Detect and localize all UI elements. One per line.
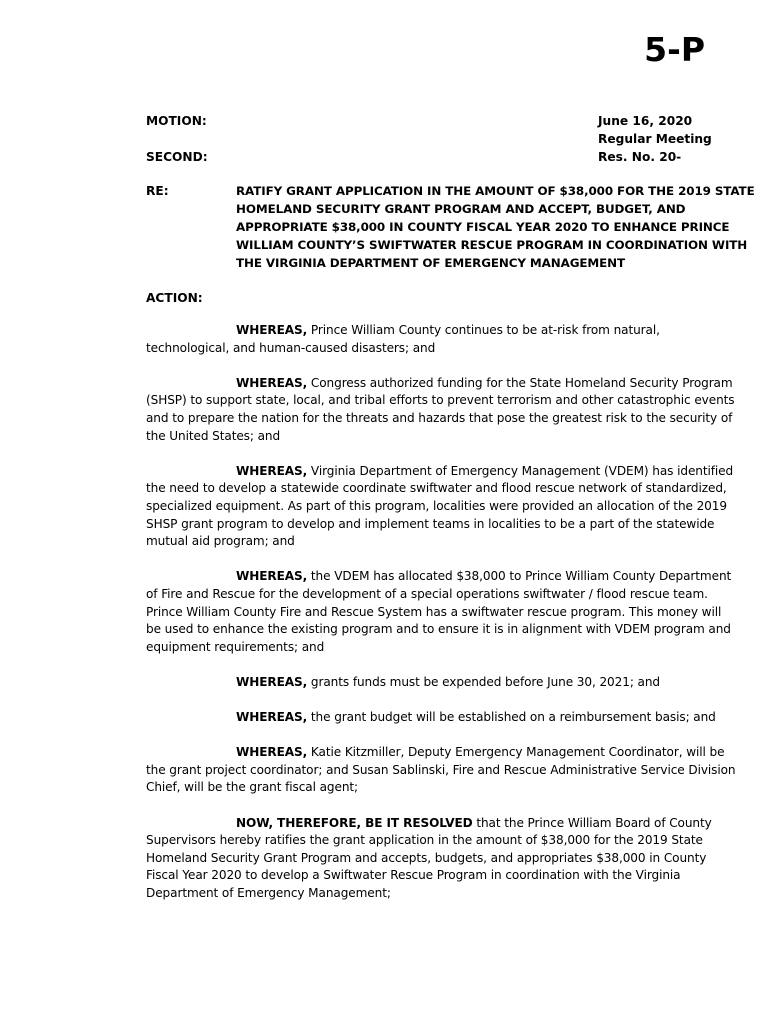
paragraph-first-line xyxy=(146,709,730,727)
paragraph-line: equipment requirements; and xyxy=(146,639,325,654)
paragraph-text: Congress authorized funding for the State Homeland Security Program xyxy=(307,375,733,390)
whereas-paragraph xyxy=(146,709,730,727)
paragraph-line: and to prepare the nation for the threats and hazards that pose the greatest risk to the security of xyxy=(146,410,733,425)
paragraph-line: Prince William County Fire and Rescue System has a swiftwater rescue program. This money will xyxy=(146,604,722,619)
paragraph-lead: WHEREAS, xyxy=(236,745,308,760)
paragraph-first-line xyxy=(146,674,730,692)
meeting-info xyxy=(598,112,712,166)
re-label: RE: xyxy=(146,184,169,198)
page-number: 5-P xyxy=(644,30,705,69)
whereas-paragraph xyxy=(146,463,734,551)
meeting-date: June 16, 2020 xyxy=(598,114,693,128)
paragraph-line: of Fire and Rescue for the development of a special operations swiftwater / flood rescue team. xyxy=(146,586,708,601)
action-label: ACTION: xyxy=(146,291,203,305)
paragraph-line: SHSP grant program to develop and implement teams in localities to be a part of the statewide xyxy=(146,516,715,531)
re-line: HOMELAND SECURITY GRANT PROGRAM AND ACCEPT, BUDGET, AND xyxy=(236,202,686,216)
paragraph-line: the grant project coordinator; and Susan Sablinski, Fire and Rescue Administrative Service Division xyxy=(146,762,736,777)
paragraph-lead: WHEREAS, xyxy=(236,463,308,478)
paragraph-first-line xyxy=(146,815,730,833)
paragraph-first-line xyxy=(146,463,734,481)
whereas-paragraph xyxy=(146,322,730,357)
paragraph-lead: NOW, THEREFORE, BE IT RESOLVED xyxy=(236,815,473,830)
paragraph-first-line xyxy=(146,322,730,340)
meeting-type: Regular Meeting xyxy=(598,132,712,146)
paragraph-line: specialized equipment. As part of this program, localities were provided an allocation of the 2019 xyxy=(146,498,727,513)
resolution-body xyxy=(146,322,736,920)
re-subject xyxy=(236,182,755,272)
re-line: APPROPRIATE $38,000 IN COUNTY FISCAL YEAR 2020 TO ENHANCE PRINCE xyxy=(236,220,730,234)
paragraph-line: the United States; and xyxy=(146,428,281,443)
paragraph-line: the need to develop a statewide coordinate swiftwater and flood rescue network of standardized, xyxy=(146,481,727,496)
paragraph-lead: WHEREAS, xyxy=(236,323,308,337)
paragraph-text: the VDEM has allocated $38,000 to Prince William County Department xyxy=(307,569,732,584)
paragraph-text: the grant budget will be established on a reimbursement basis; and xyxy=(307,710,716,725)
paragraph-line: be used to enhance the existing program and to ensure it is in alignment with VDEM program and xyxy=(146,622,731,637)
whereas-paragraph xyxy=(146,375,735,445)
paragraph-text: Katie Kitzmiller, Deputy Emergency Management Coordinator, will be xyxy=(307,745,725,760)
paragraph-first-line xyxy=(146,375,733,393)
paragraph-first-line xyxy=(146,568,730,586)
paragraph-text: Prince William County continues to be at-risk from natural, xyxy=(307,323,660,337)
paragraph-lead: WHEREAS, xyxy=(236,375,308,390)
re-line: WILLIAM COUNTY’S SWIFTWATER RESCUE PROGRAM IN COORDINATION WITH xyxy=(236,238,748,252)
paragraph-text: Virginia Department of Emergency Management (VDEM) has identified xyxy=(307,463,734,478)
second-label: SECOND: xyxy=(146,150,208,164)
motion-label: MOTION: xyxy=(146,114,207,128)
paragraph-first-line xyxy=(146,744,730,762)
paragraph-text: grants funds must be expended before June 30, 2021; and xyxy=(307,674,661,689)
paragraph-line: Supervisors hereby ratifies the grant application in the amount of $38,000 for the 2019 State xyxy=(146,833,703,848)
re-line: RATIFY GRANT APPLICATION IN THE AMOUNT OF $38,000 FOR THE 2019 STATE xyxy=(236,184,755,198)
paragraph-line: Fiscal Year 2020 to develop a Swiftwater Rescue Program in coordination with the Virginia xyxy=(146,868,681,883)
paragraph-lead: WHEREAS, xyxy=(236,569,308,584)
whereas-paragraph xyxy=(146,674,730,692)
paragraph-line: (SHSP) to support state, local, and tribal efforts to prevent terrorism and other catastrophic events xyxy=(146,393,735,408)
whereas-paragraph xyxy=(146,568,730,656)
paragraph-line: Homeland Security Grant Program and accepts, budgets, and appropriates $38,000 in County xyxy=(146,850,707,865)
paragraph-lead: WHEREAS, xyxy=(236,710,308,725)
paragraph-line: Department of Emergency Management; xyxy=(146,886,391,900)
paragraph-lead: WHEREAS, xyxy=(236,674,308,689)
paragraph-text: that the Prince William Board of County xyxy=(472,815,712,830)
paragraph-line: Chief, will be the grant fiscal agent; xyxy=(146,780,359,795)
whereas-paragraph xyxy=(146,815,730,903)
whereas-paragraph xyxy=(146,744,736,797)
resolution-number: Res. No. 20- xyxy=(598,150,682,164)
paragraph-line: mutual aid program; and xyxy=(146,534,295,549)
paragraph-line: technological, and human-caused disasters; and xyxy=(146,340,436,355)
re-line: THE VIRGINIA DEPARTMENT OF EMERGENCY MANAGEMENT xyxy=(236,256,626,270)
